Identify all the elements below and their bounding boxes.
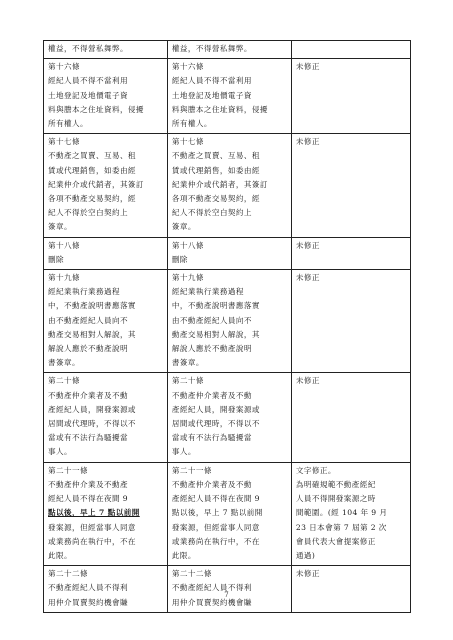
cell-line: 產經紀人員，開發案源或 — [48, 404, 136, 414]
table-row — [44, 41, 411, 59]
current-text-cell — [167, 237, 291, 269]
cell-line: 用仲介買賣契約機會賺 — [171, 597, 252, 607]
revised-text-cell — [44, 462, 168, 565]
revised-text-cell — [44, 270, 168, 373]
cell-line: 不動產經紀人員不得利 — [171, 583, 252, 593]
cell-line: 土地登記及地價電子資 — [48, 90, 128, 100]
cell-line: 或業務尚在執行中，不在 — [171, 536, 260, 546]
cell-line: 經紀人員不得不當利用 — [171, 76, 252, 86]
cell-line: 為明確規範不動產經紀 — [295, 479, 376, 489]
article-number: 第二十條 — [171, 376, 204, 386]
cell-line: 不動產之買賣、互易、租 — [171, 151, 260, 161]
cell-line: 所有權人。 — [48, 119, 88, 129]
revised-text-cell — [44, 237, 168, 269]
article-number: 第二十二條 — [171, 569, 212, 579]
article-number: 第十七條 — [171, 137, 204, 147]
article-number: 第十九條 — [48, 273, 80, 283]
cell-line: 賃或代理銷售，如委由經 — [48, 165, 136, 175]
cell-line: 權益，不得營私舞弊。 — [48, 44, 128, 53]
article-number: 第十六條 — [48, 62, 80, 72]
cell-line: 中，不動產說明書應落實 — [48, 301, 136, 311]
cell-line: 不動產仲介業者及不動 — [171, 479, 252, 489]
cell-line: 當或有不法行為騷擾當 — [171, 433, 252, 443]
cell-line: 發案源，但經當事人同意 — [171, 522, 260, 532]
note-cell — [291, 462, 410, 565]
cell-line: 所有權人。 — [171, 119, 212, 129]
table-row — [44, 373, 411, 462]
cell-line: 未修正 — [295, 273, 320, 283]
table-row — [44, 566, 411, 613]
note-cell — [291, 134, 410, 237]
cell-line: 用仲介買賣契約機會賺 — [48, 597, 128, 607]
cell-line: 未修正 — [295, 376, 320, 386]
table-row — [44, 462, 411, 565]
table-row — [44, 59, 411, 134]
cell-line: 解說人應於不動產說明 — [171, 344, 252, 354]
cell-line: 料與謄本之住址資料，侵擾 — [48, 104, 144, 114]
note-cell — [291, 41, 410, 59]
table-row — [44, 237, 411, 269]
note-cell — [291, 373, 410, 462]
cell-line: 動產交易相對人解說，其 — [171, 329, 260, 339]
cell-line: 不動產仲介業者及不動 — [48, 390, 128, 400]
comparison-table — [43, 40, 411, 613]
cell-line: 由不動產經紀人員向不 — [171, 315, 252, 325]
table-row — [44, 270, 411, 373]
cell-line: 產經紀人員，開發案源或 — [171, 404, 260, 414]
cell-line: 未修正 — [295, 240, 320, 250]
cell-line: 不動產經紀人員不得利 — [48, 583, 128, 593]
cell-line-underlined: 點以後，早上 7 點以前開 — [48, 508, 140, 518]
cell-line: 賃或代理銷售，如委由經 — [171, 165, 260, 175]
current-text-cell — [167, 270, 291, 373]
cell-line: 動產交易相對人解說，其 — [48, 329, 136, 339]
cell-line: 通過) — [295, 550, 316, 560]
article-number: 第十六條 — [171, 62, 204, 72]
cell-line: 居間或代理時，不得以不 — [171, 419, 260, 429]
cell-line: 各項不動產交易契約，經 — [48, 194, 136, 204]
article-number: 第十七條 — [48, 137, 80, 147]
cell-line: 紀業仲介或代銷者，其簽訂 — [171, 179, 268, 189]
cell-line: 人員不得開發案源之時 — [295, 494, 376, 504]
cell-line: 經紀人員不得在夜間 9 — [48, 494, 128, 504]
cell-line: 經紀業執行業務過程 — [171, 287, 244, 297]
cell-line: 不動產之買賣、互易、租 — [48, 151, 136, 161]
cell-line: 紀業仲介或代銷者，其簽訂 — [48, 179, 144, 189]
cell-line: 權益，不得營私舞弊。 — [171, 44, 252, 53]
cell-line: 23 日本會第 7 屆第 2 次 — [295, 522, 387, 532]
cell-line: 未修正 — [295, 62, 320, 72]
cell-line: 各項不動產交易契約，經 — [171, 194, 260, 204]
revised-text-cell — [44, 373, 168, 462]
comparison-table-body — [44, 41, 411, 613]
article-number: 第二十一條 — [171, 465, 212, 475]
revised-text-cell — [44, 134, 168, 237]
current-text-cell — [167, 462, 291, 565]
cell-line: 事人。 — [48, 447, 72, 457]
cell-line: 刪除 — [171, 254, 188, 264]
cell-line: 此限。 — [48, 550, 72, 560]
article-number: 第十八條 — [48, 240, 80, 250]
article-number: 第二十條 — [48, 376, 80, 386]
cell-line: 紀人不得於空白契約上 — [171, 208, 252, 218]
page-number: 7 — [224, 591, 229, 599]
article-number: 第二十一條 — [48, 465, 88, 475]
note-cell — [291, 270, 410, 373]
note-cell — [291, 566, 410, 613]
cell-line: 居間或代理時，不得以不 — [48, 419, 136, 429]
cell-line: 書簽章。 — [171, 358, 204, 368]
table-row — [44, 134, 411, 237]
note-cell — [291, 237, 410, 269]
cell-line: 文字修正。 — [295, 465, 336, 475]
current-text-cell — [167, 134, 291, 237]
cell-line: 中，不動產說明書應落實 — [171, 301, 260, 311]
cell-line: 不動產仲介業者及不動 — [171, 390, 252, 400]
cell-line: 刪除 — [48, 254, 64, 264]
cell-line: 或業務尚在執行中，不在 — [48, 536, 136, 546]
revised-text-cell — [44, 41, 168, 59]
current-text-cell — [167, 41, 291, 59]
cell-line: 簽章。 — [171, 222, 196, 232]
current-text-cell — [167, 566, 291, 613]
cell-line: 經紀業執行業務過程 — [48, 287, 120, 297]
cell-line: 由不動產經紀人員向不 — [48, 315, 128, 325]
article-number: 第十九條 — [171, 273, 204, 283]
revised-text-cell — [44, 59, 168, 134]
cell-line: 料與謄本之住址資料，侵擾 — [171, 104, 268, 114]
article-number: 第十八條 — [171, 240, 204, 250]
cell-line: 不動產仲介業及不動產 — [48, 479, 128, 489]
cell-line: 書簽章。 — [48, 358, 80, 368]
cell-line: 未修正 — [295, 569, 320, 579]
revised-text-cell — [44, 566, 168, 613]
cell-line: 會員代表大會提案修正 — [295, 536, 376, 546]
cell-line: 發案源，但經當事人同意 — [48, 522, 136, 532]
cell-line: 間範圍。(經 104 年 9 月 — [295, 508, 388, 518]
cell-line: 事人。 — [171, 447, 196, 457]
cell-line: 紀人不得於空白契約上 — [48, 208, 128, 218]
current-text-cell — [167, 373, 291, 462]
cell-line: 經紀人員不得不當利用 — [48, 76, 128, 86]
cell-line: 土地登記及地價電子資 — [171, 90, 252, 100]
cell-line: 未修正 — [295, 137, 320, 147]
cell-line: 解說人應於不動產說明 — [48, 344, 128, 354]
cell-line: 點以後，早上 7 點以前開 — [171, 508, 263, 518]
cell-line: 簽章。 — [48, 222, 72, 232]
cell-line: 此限。 — [171, 550, 196, 560]
current-text-cell — [167, 59, 291, 134]
note-cell — [291, 59, 410, 134]
cell-line: 當或有不法行為騷擾當 — [48, 433, 128, 443]
cell-line: 產經紀人員不得在夜間 9 — [171, 494, 260, 504]
article-number: 第二十二條 — [48, 569, 88, 579]
